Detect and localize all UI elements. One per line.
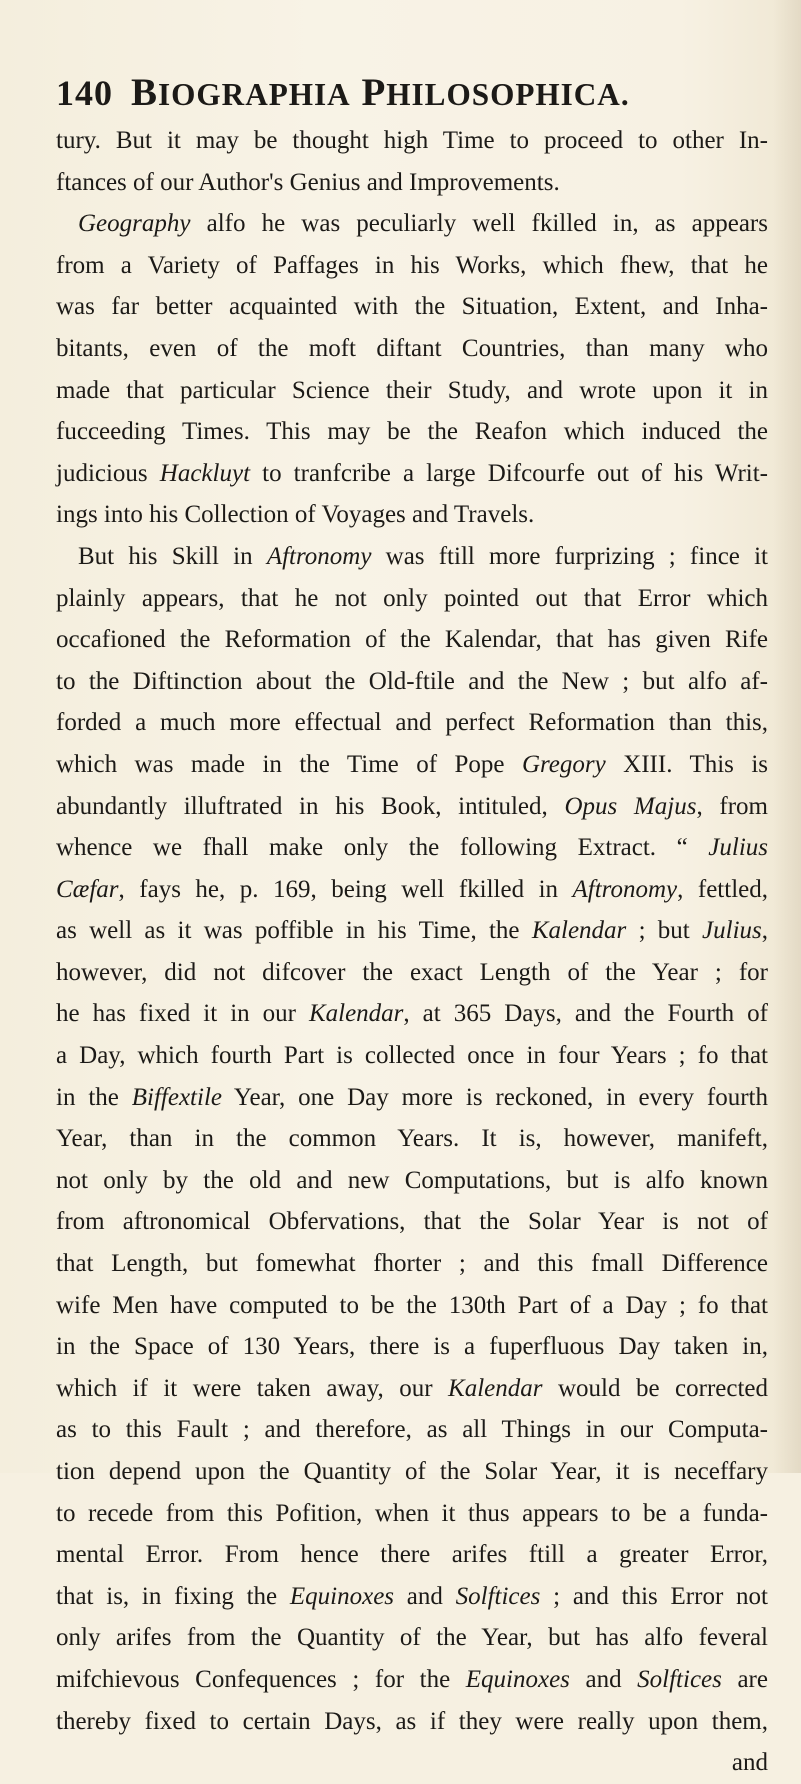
text-line: tury. But it may be thought high Time to proceed to other In-: [56, 127, 768, 154]
text-line: mental Error. From hence there arifes ftill a greater Error,: [56, 1541, 768, 1569]
text-line: Year, than in the common Years. It is, however, manifeft,: [56, 1125, 768, 1153]
text-line: But his Skill in Aftronomy was ftill more furprizing ; fince it: [78, 542, 768, 570]
text-line: as well as it was poffible in his Time, the Kalendar ; but Julius,: [56, 917, 768, 945]
text-line: Cæfar, fays he, p. 169, being well fkilled in Aftronomy, fettled,: [56, 875, 768, 903]
text-line: judicious Hackluyt to tranfcribe a large Difcourfe out of his Writ-: [56, 459, 768, 487]
text-line: to the Diftinction about the Old-ftile and the New ; but alfo af-: [56, 667, 768, 695]
text-line: mifchievous Confequences ; for the Equinoxes and Solftices are: [56, 1665, 768, 1693]
text-line: from a Variety of Paffages in his Works, which fhew, that he: [56, 251, 768, 279]
text-line: tion depend upon the Quantity of the Solar Year, it is neceffary: [56, 1458, 768, 1485]
text-line: was far better acquainted with the Situation, Extent, and Inha-: [56, 293, 768, 321]
text-line: he has fixed it in our Kalendar, at 365 Days, and the Fourth of: [56, 1000, 768, 1028]
page-edge-shadow: [773, 0, 801, 1473]
text-line: forded a much more effectual and perfect Reformation than this,: [56, 709, 768, 737]
text-line: abundantly illuftrated in his Book, intituled, Opus Majus, from: [56, 792, 768, 820]
text-line: plainly appears, that he not only pointed out that Error which: [56, 584, 768, 612]
text-line: ings into his Collection of Voyages and Travels.: [56, 501, 535, 529]
text-line: however, did not difcover the exact Length of the Year ; for: [56, 958, 768, 986]
text-line: made that particular Science their Study, and wrote upon it in: [56, 376, 768, 404]
text-line: fucceeding Times. This may be the Reafon which induced the: [56, 418, 768, 446]
text-line: a Day, which fourth Part is collected once in four Years ; fo that: [56, 1042, 768, 1070]
text-line: in the Biffextile Year, one Day more is reckoned, in every fourth: [56, 1083, 768, 1111]
text-line: from aftronomical Obfervations, that the Solar Year is not of: [56, 1208, 768, 1236]
text-line: that Length, but fomewhat fhorter ; and this fmall Difference: [56, 1250, 768, 1278]
text-line: not only by the old and new Computations, but is alfo known: [56, 1166, 768, 1194]
text-line: ftances of our Author's Genius and Improvements.: [56, 168, 560, 196]
running-head: BIOGRAPHIA PHILOSOPHICA.: [131, 71, 630, 114]
text-line: bitants, even of the moft diftant Countries, than many who: [56, 334, 768, 362]
body-text: [56, 120, 768, 1784]
text-line: which was made in the Time of Pope Gregory XIII. This is: [56, 750, 769, 778]
text-line: thereby fixed to certain Days, as if they were really upon them,: [56, 1707, 768, 1735]
catchword: and: [731, 1749, 768, 1777]
text-line: that is, in fixing the Equinoxes and Solftices ; and this Error not: [56, 1582, 768, 1610]
text-line: which if it were taken away, our Kalendar would be corrected: [56, 1374, 769, 1402]
text-line: occafioned the Reformation of the Kalendar, that has given Rife: [56, 626, 768, 654]
text-line: Geography alfo he was peculiarly well fkilled in, as appears: [78, 210, 768, 238]
text-line: as to this Fault ; and therefore, as all Things in our Computa-: [56, 1416, 768, 1444]
text-line: whence we fhall make only the following Extract. “ Julius: [56, 834, 768, 862]
page-header: [56, 70, 756, 122]
text-line: to recede from this Pofition, when it thus appears to be a funda-: [56, 1499, 768, 1527]
text-line: in the Space of 130 Years, there is a fuperfluous Day taken in,: [56, 1333, 768, 1361]
page-number: 140: [56, 73, 113, 113]
text-line: wife Men have computed to be the 130th Part of a Day ; fo that: [56, 1291, 768, 1319]
text-line: only arifes from the Quantity of the Year, but has alfo feveral: [56, 1624, 768, 1652]
